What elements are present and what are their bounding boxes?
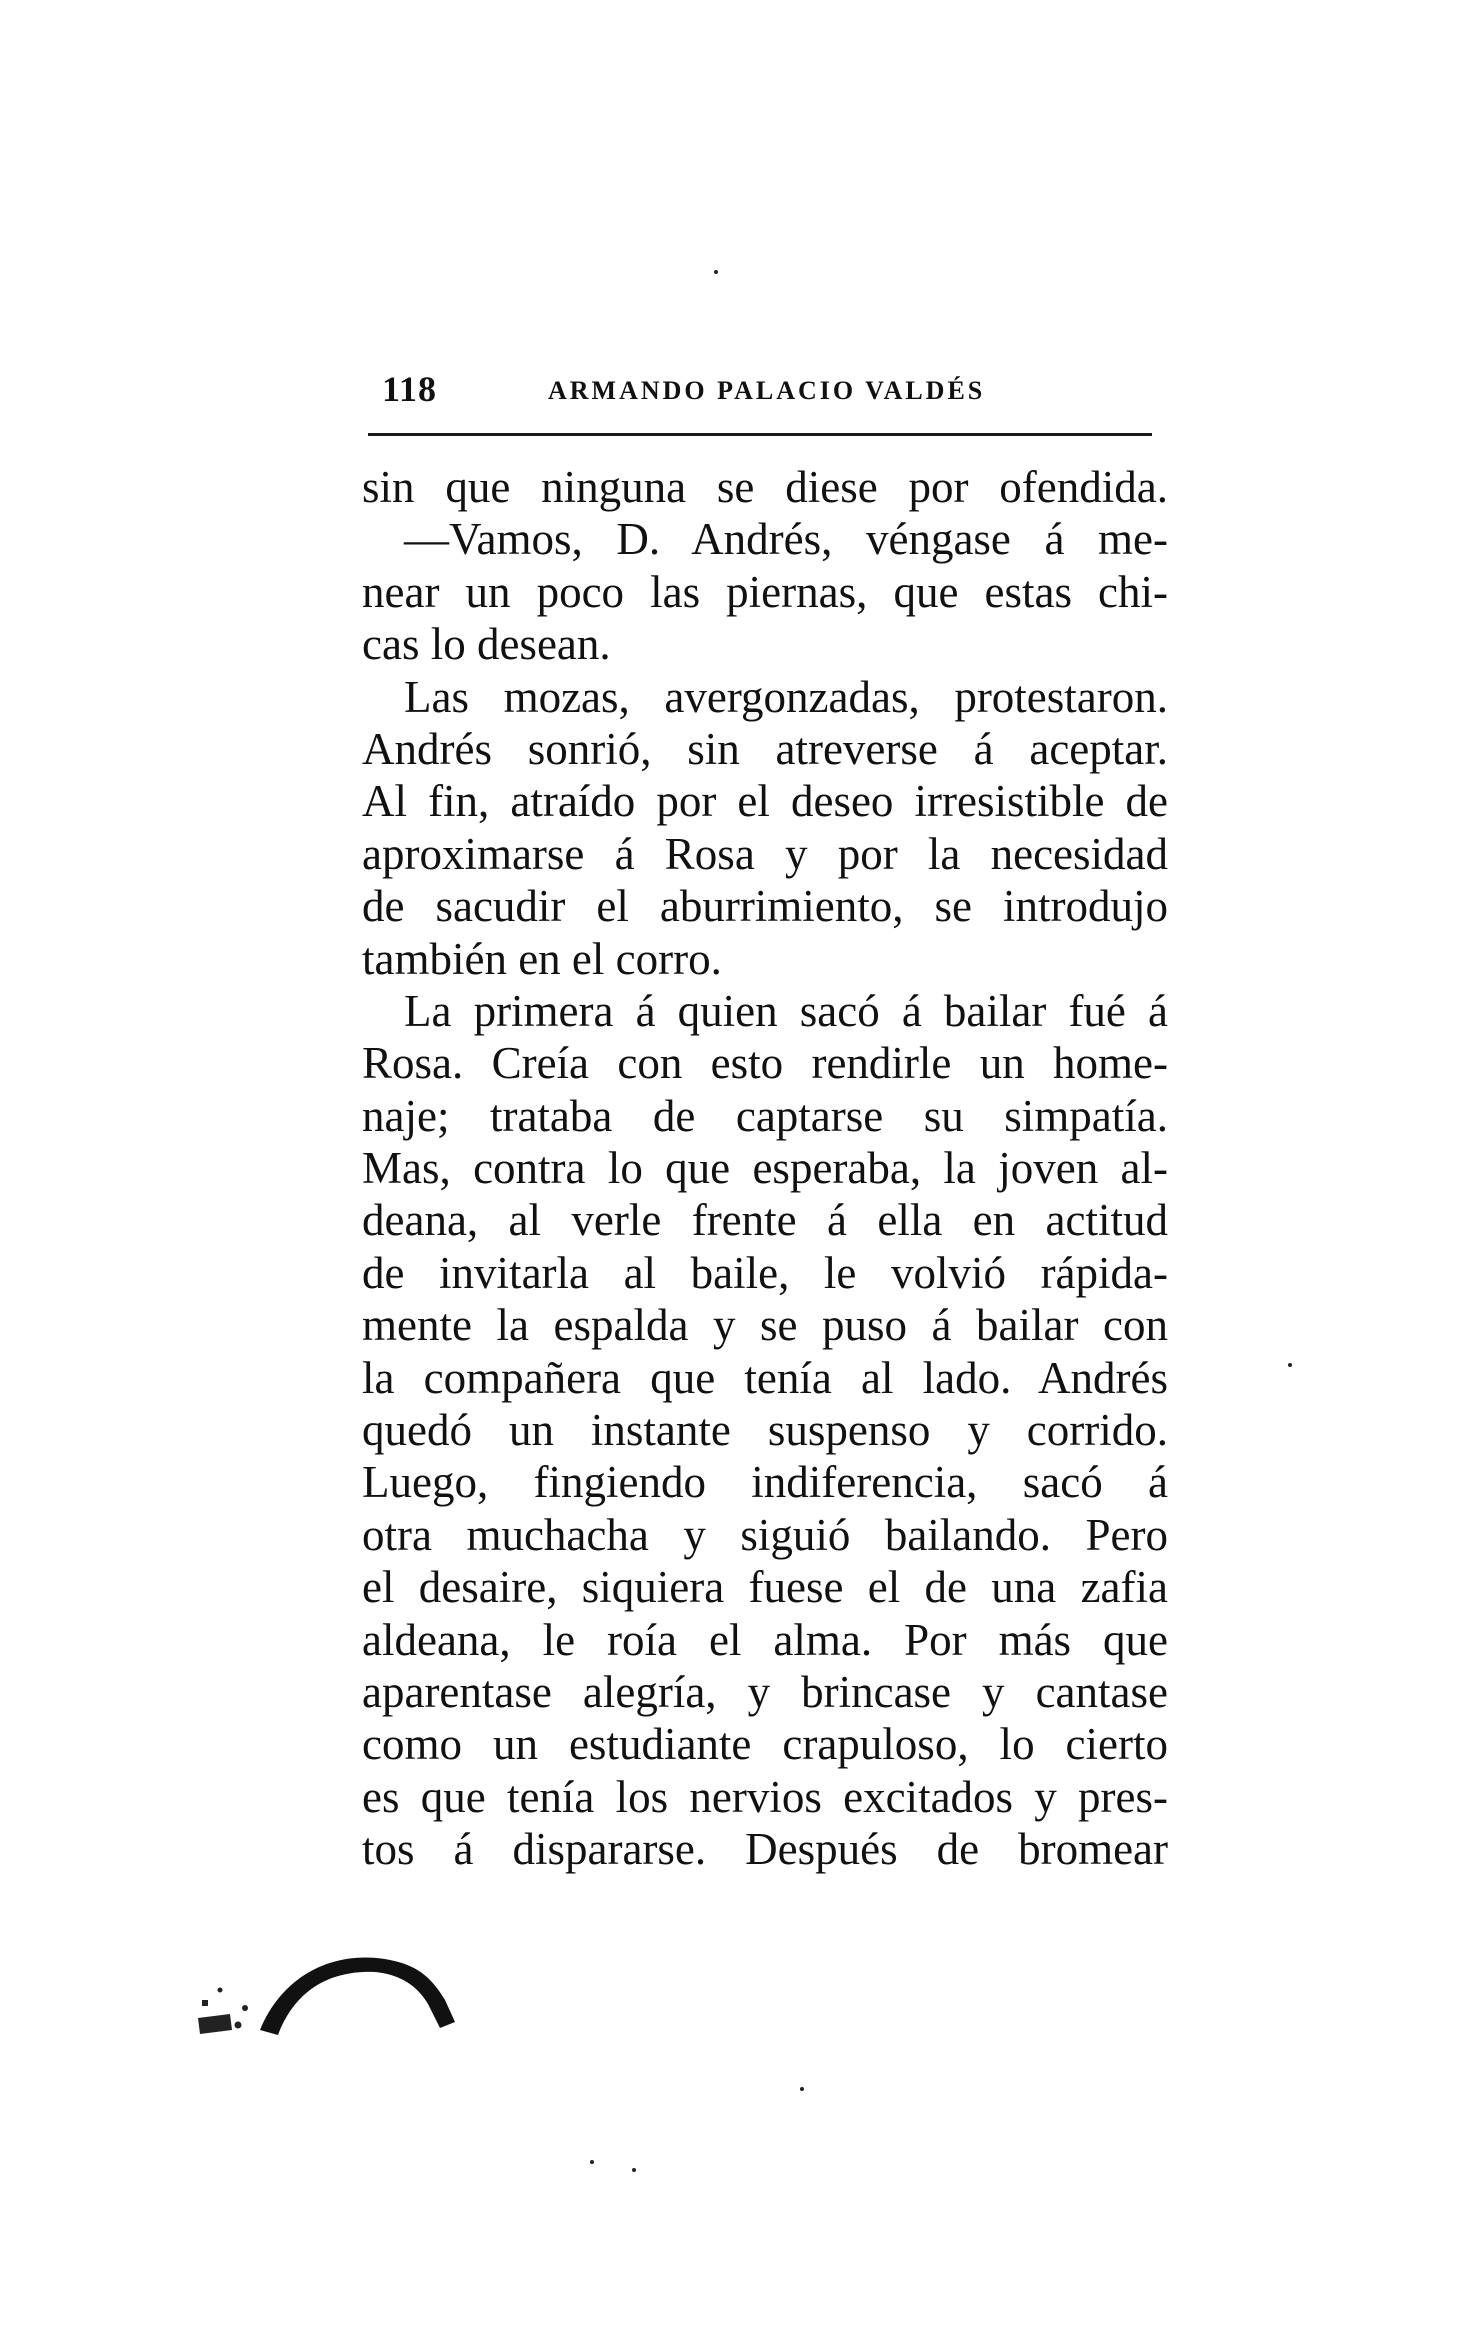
ink-speck [800, 2087, 804, 2091]
ink-speck [714, 270, 718, 274]
body-text [362, 461, 1168, 1876]
text-line: Andrés sonrió, sin atreverse á aceptar. [362, 723, 1168, 774]
text-line: deana, al verle frente á ella en actitud [362, 1195, 1168, 1246]
text-line: aproximarse á Rosa y por la necesidad [362, 828, 1168, 879]
text-line: la compañera que tenía al lado. Andrés [362, 1352, 1168, 1403]
text-line: Al fin, atraído por el deseo irresistible de [362, 776, 1168, 827]
text-line: mente la espalda y se puso á bailar con [362, 1300, 1168, 1351]
text-line: como un estudiante crapuloso, lo cierto [362, 1719, 1168, 1770]
page-number: 118 [382, 369, 438, 409]
text-line: Luego, fingiendo indiferencia, sacó á [362, 1457, 1168, 1508]
running-head-author: ARMANDO PALACIO VALDÉS [548, 376, 986, 405]
header-rule [368, 433, 1152, 436]
text-line: naje; trataba de captarse su simpatía. [362, 1090, 1168, 1141]
text-line: —Vamos, D. Andrés, véngase á me- [404, 514, 1168, 565]
ink-speck [632, 2168, 636, 2172]
text-line: el desaire, siquiera fuese el de una zafia [362, 1562, 1168, 1613]
text-line: cas lo desean. [362, 619, 611, 670]
text-line: de invitarla al baile, le volvió rápida- [362, 1247, 1168, 1298]
text-line: quedó un instante suspenso y corrido. [362, 1405, 1168, 1456]
text-line: es que tenía los nervios excitados y pres- [362, 1771, 1168, 1822]
text-line: tos á dispararse. Después de bromear [362, 1824, 1168, 1875]
text-line: near un poco las piernas, que estas chi- [362, 566, 1168, 617]
ink-speck [590, 2160, 594, 2164]
text-line: aparentase alegría, y brincase y cantase [362, 1666, 1168, 1717]
text-line: Las mozas, avergonzadas, protestaron. [404, 671, 1168, 722]
text-line: también en el corro. [362, 933, 722, 984]
text-line: otra muchacha y siguió bailando. Pero [362, 1509, 1168, 1560]
ink-blot-arc [190, 1930, 480, 2040]
running-head [372, 368, 1168, 412]
text-line: sin que ninguna se diese por ofendida. [362, 462, 1168, 512]
text-line: La primera á quien sacó á bailar fué á [404, 985, 1168, 1036]
ink-speck [1288, 1363, 1292, 1367]
text-line: Rosa. Creía con esto rendirle un home- [362, 1038, 1168, 1089]
text-line: Mas, contra lo que esperaba, la joven al- [362, 1143, 1168, 1194]
text-line: aldeana, le roía el alma. Por más que [362, 1614, 1168, 1665]
text-line: de sacudir el aburrimiento, se introdujo [362, 881, 1168, 932]
